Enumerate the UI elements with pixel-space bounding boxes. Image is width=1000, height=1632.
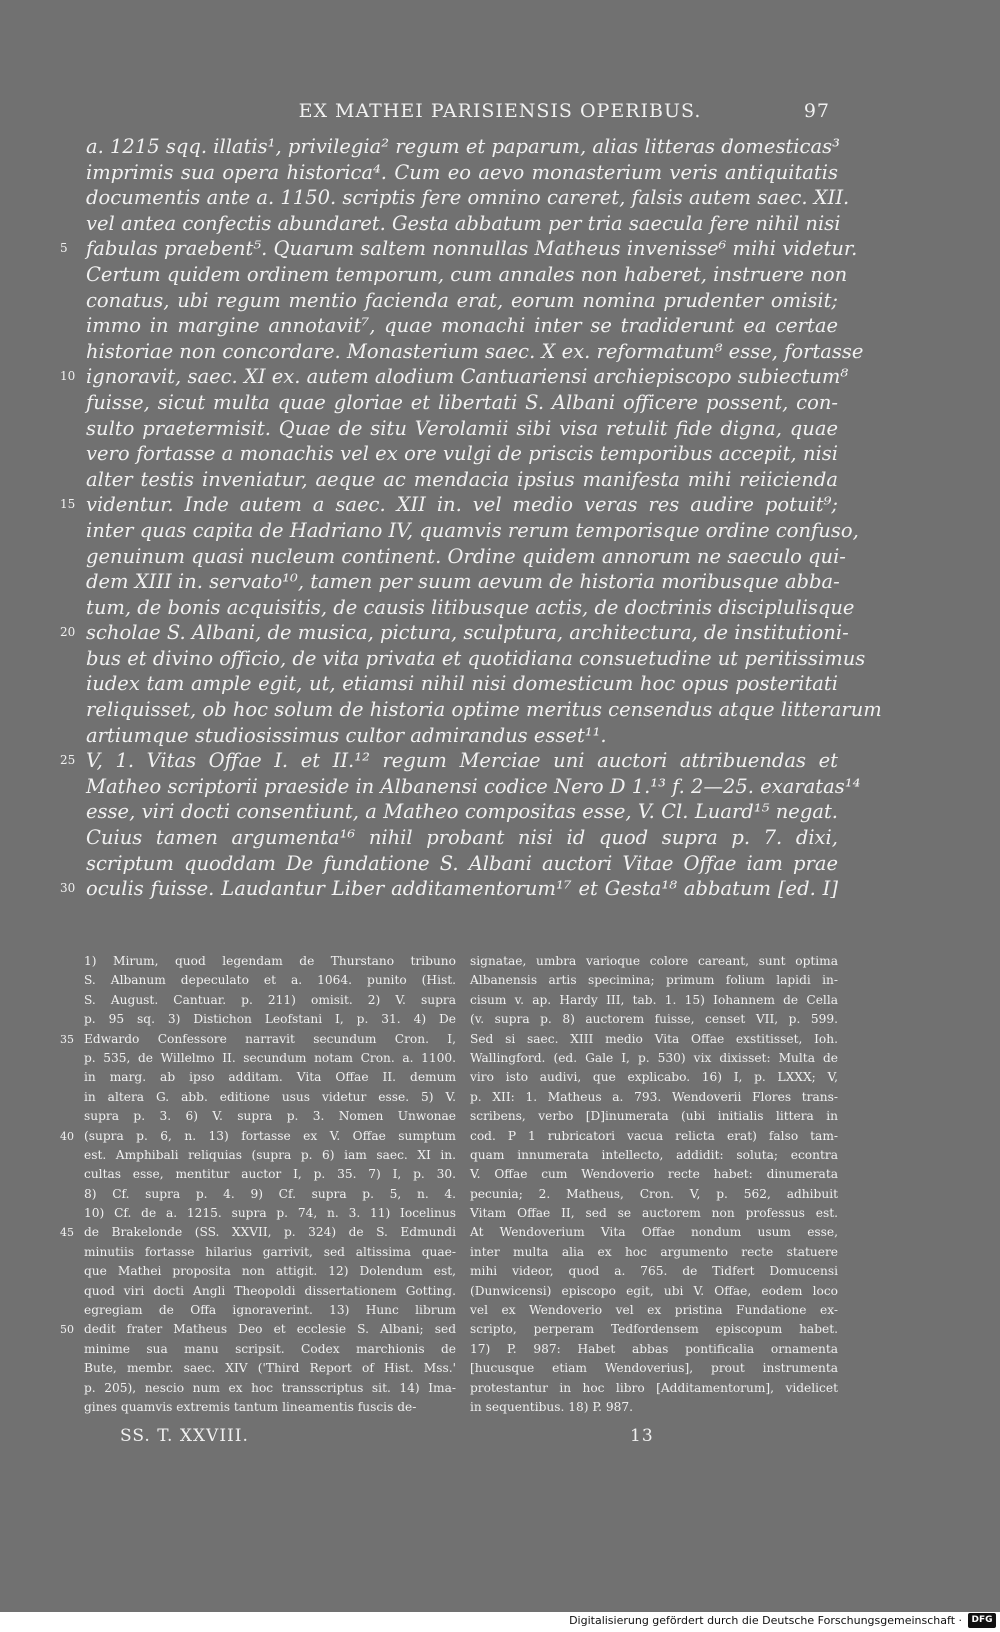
line-number: 35 xyxy=(60,1032,74,1046)
line-text: quod viri docti Angli Theopoldi dissertationem Gotting. xyxy=(84,1283,456,1298)
line-text: 1) Mirum, quod legendam de Thurstano tribuno xyxy=(84,954,456,968)
footnote-line xyxy=(470,1320,838,1339)
line-text: vel antea confectis abundaret. Gesta abbatum per tria saecula fere nihil nisi xyxy=(86,211,841,235)
text-line xyxy=(60,364,849,390)
text-line xyxy=(86,774,861,800)
line-text: scholae S. Albani, de musica, pictura, sculptura, architectura, de institutioni- xyxy=(86,621,849,645)
text-line xyxy=(86,288,838,314)
line-text: Edwardo Confessore narravit secundum Cron. I, xyxy=(84,1031,456,1046)
line-text: iudex tam ample egit, ut, etiamsi nihil nisi domesticum hoc opus posteritati xyxy=(86,672,838,696)
footnote-line xyxy=(84,1262,456,1281)
line-text: fabulas praebent⁵. Quarum saltem nonnullas Matheus invenisse⁶ mihi videtur. xyxy=(86,237,858,261)
line-text: est. Amphibali reliquias (supra p. 6) iam saec. XI in. xyxy=(84,1147,456,1162)
line-text: dem XIII in. servato¹⁰, tamen per suum aevum de historia moribusque abba- xyxy=(86,570,840,594)
line-text: sulto praetermisit. Quae de situ Verolamii sibi visa retulit fide digna, quae xyxy=(86,416,838,440)
footnotes-right-column xyxy=(470,952,838,1417)
line-text: Sed si saec. XIII medio Vita Offae exstitisset, Ioh. xyxy=(470,1031,838,1046)
line-number: 10 xyxy=(60,369,76,384)
footnote-line xyxy=(60,1223,456,1242)
footnote-line xyxy=(470,1301,838,1320)
text-line xyxy=(86,569,838,595)
line-text: Wallingford. (ed. Gale I, p. 530) vix dixisset: Multa de xyxy=(470,1050,838,1065)
line-text: mihi videor, quod a. 765. de Tidfert Domucensi xyxy=(470,1264,838,1279)
footnote-line xyxy=(84,1165,456,1184)
line-text: que Mathei proposita non attigit. 12) Dolendum est, xyxy=(84,1264,456,1279)
line-text: cod. P 1 rubricatori vacua relicta erat) falso tam- xyxy=(470,1128,838,1143)
line-text: Cuius tamen argumenta¹⁶ nihil probant nisi id quod supra p. 7. dixi, xyxy=(86,826,838,850)
dfg-logo-icon: DFG xyxy=(968,1613,996,1628)
line-text: pecunia; 2. Matheus, Cron. V, p. 562, adhibuit xyxy=(470,1186,838,1201)
footnote-line xyxy=(470,1068,838,1087)
text-line xyxy=(86,825,838,851)
digitization-footer xyxy=(0,1612,1000,1632)
main-text-block xyxy=(60,134,882,902)
text-line xyxy=(86,441,838,467)
line-text: protestantur in hoc libro [Additamentorum], videlicet xyxy=(470,1380,838,1395)
text-line xyxy=(86,671,838,697)
line-text: 8) Cf. supra p. 4. 9) Cf. supra p. 5, n. 4. xyxy=(84,1186,456,1201)
footnote-line xyxy=(84,1068,456,1087)
footnote-line xyxy=(84,1398,456,1417)
line-text: oculis fuisse. Laudantur Liber additamentorum¹⁷ et Gesta¹⁸ abbatum [ed. I] xyxy=(86,877,838,901)
text-line xyxy=(86,467,838,493)
text-line xyxy=(86,595,855,621)
footnote-line xyxy=(60,1320,456,1339)
text-line xyxy=(60,236,858,262)
line-text: inter multa alia ex hoc argumento recte statuere xyxy=(470,1244,838,1259)
line-text: immo in margine annotavit⁷, quae monachi inter se tradiderunt ea certae xyxy=(86,314,838,338)
footnote-line xyxy=(84,1088,456,1107)
footnote-line xyxy=(84,1379,456,1398)
text-line xyxy=(60,748,838,774)
footnote-line xyxy=(470,1146,838,1165)
footnote-line xyxy=(470,1204,838,1223)
text-line xyxy=(86,416,838,442)
gathering-signature: 13 xyxy=(630,1426,654,1446)
footnote-line xyxy=(470,1107,838,1126)
line-text: Bute, membr. saec. XIV ('Third Report of Hist. Mss.' xyxy=(84,1361,456,1376)
footnote-line xyxy=(84,1204,456,1223)
line-text: vero fortasse a monachis vel ex ore vulgi de priscis temporibus accepit, nisi xyxy=(86,442,838,466)
footnote-line xyxy=(470,1223,838,1242)
line-text: scriptum quoddam De fundatione S. Albani auctori Vitae Offae iam prae xyxy=(86,851,838,875)
line-text: p. XII: 1. Matheus a. 793. Wendoverii Flores trans- xyxy=(470,1089,838,1104)
footnote-line xyxy=(84,1185,456,1204)
line-text: fuisse, sicut multa quae gloriae et libertati S. Albani officere possent, con- xyxy=(86,390,838,414)
line-text: S. Albanum depeculato et a. 1064. punito (Hist. xyxy=(84,973,456,988)
line-text: dedit frater Matheus Deo et ecclesie S. Albani; sed xyxy=(84,1322,456,1337)
footnote-line xyxy=(84,1359,456,1378)
text-line xyxy=(86,799,838,825)
line-text: quam innumerata intellecto, addidit: soluta; econtra xyxy=(470,1147,838,1162)
line-text: cisum v. ap. Hardy III, tab. 1. 15) Iohannem de Cella xyxy=(470,992,838,1007)
text-line xyxy=(86,851,838,877)
line-number: 25 xyxy=(60,753,76,768)
footnote-line xyxy=(470,1359,838,1378)
line-number: 15 xyxy=(60,497,76,512)
line-text: p. 95 sq. 3) Distichon Leofstani I, p. 31. 4) De xyxy=(84,1012,456,1027)
text-line xyxy=(86,211,841,237)
line-number: 45 xyxy=(60,1226,74,1240)
line-text: in sequentibus. 18) P. 987. xyxy=(470,1399,633,1414)
footnote-line xyxy=(470,1030,838,1049)
text-line xyxy=(86,390,838,416)
line-text: historiae non concordare. Monasterium saec. X ex. reformatum⁸ esse, fortasse xyxy=(86,339,864,363)
volume-signature: SS. T. XXVIII. xyxy=(120,1426,249,1446)
line-text: minutiis fortasse hilarius garrivit, sed altissima quae- xyxy=(84,1244,456,1259)
line-text: in marg. ab ipso additam. Vita Offae II. demum xyxy=(84,1070,456,1085)
line-text: p. 535, de Willelmo II. secundum notam Cron. a. 1100. xyxy=(84,1050,456,1065)
line-text: artiumque studiosissimus cultor admirandus esset¹¹. xyxy=(86,723,607,747)
text-line xyxy=(86,697,882,723)
line-text: a. 1215 sqq. illatis¹, privilegia² regum et paparum, alias litteras domesticas³ xyxy=(86,135,840,158)
line-text: alter testis inveniatur, aeque ac mendacia ipsius manifesta mihi reiicienda xyxy=(86,467,838,491)
line-text: p. 205), nescio num ex hoc transscriptus sit. 14) Ima- xyxy=(84,1380,456,1395)
line-text: ignoravit, saec. XI ex. autem alodium Cantuariensi archiepiscopo subiectum⁸ xyxy=(86,365,849,389)
line-text: Vitam Offae II, sed se auctorem non professus est. xyxy=(470,1206,838,1221)
footnote-line xyxy=(470,1127,838,1146)
line-number: 50 xyxy=(60,1323,74,1337)
text-line xyxy=(86,723,838,749)
text-line xyxy=(86,185,850,211)
line-number: 20 xyxy=(60,625,76,640)
line-text: genuinum quasi nucleum continent. Ordine quidem annorum ne saeculo qui- xyxy=(86,544,846,568)
line-number: 40 xyxy=(60,1129,74,1143)
line-text: V. Offae cum Wendoverio recte habet: dinumerata xyxy=(470,1167,838,1182)
text-line xyxy=(86,134,838,160)
line-text: Certum quidem ordinem temporum, cum annales non haberet, instruere non xyxy=(86,262,848,286)
footnote-line xyxy=(84,1301,456,1320)
footnote-line xyxy=(470,1165,838,1184)
footnote-line xyxy=(84,1049,456,1068)
text-line xyxy=(86,262,848,288)
line-text: At Wendoverium Vita Offae nondum usum esse, xyxy=(470,1225,838,1240)
line-text: de Brakelonde (SS. XXVII, p. 324) de S. Edmundi xyxy=(84,1225,456,1240)
footnote-line xyxy=(470,1282,838,1301)
line-text: minime sua manu scripsit. Codex marchionis de xyxy=(84,1341,456,1356)
line-text: signatae, umbra varioque colore careant, sunt optima xyxy=(470,954,838,968)
text-line xyxy=(86,313,838,339)
line-text: bus et divino officio, de vita privata et quotidiana consuetudine ut peritissimus xyxy=(86,646,866,670)
footnote-line xyxy=(60,1030,456,1049)
footnote-line xyxy=(60,1127,456,1146)
page-number: 97 xyxy=(803,100,830,122)
text-line xyxy=(60,492,838,518)
line-text: inter quas capita de Hadriano IV, quamvis rerum temporisque ordine confuso, xyxy=(86,518,859,542)
line-text: 10) Cf. de a. 1215. supra p. 74, n. 3. 11) Iocelinus xyxy=(84,1206,456,1221)
line-text: gines quamvis extremis tantum lineamentis fuscis de- xyxy=(84,1399,417,1414)
line-text: tum, de bonis acquisitis, de causis litibusque actis, de doctrinis disciplulisque xyxy=(86,595,855,619)
footnote-line xyxy=(470,1185,838,1204)
footnote-line xyxy=(470,1088,838,1107)
line-number: 30 xyxy=(60,881,76,896)
footnote-line xyxy=(84,1243,456,1262)
footnote-line xyxy=(470,1010,838,1029)
line-text: supra p. 3. 6) V. supra p. 3. Nomen Unwonae xyxy=(84,1109,456,1124)
line-text: (v. supra p. 8) auctorem fuisse, censet VII, p. 599. xyxy=(470,1012,838,1027)
footnote-line xyxy=(470,1379,838,1398)
line-text: reliquisset, ob hoc solum de historia optime meritus censendus atque litterarum xyxy=(86,698,882,722)
line-text: cultas esse, mentitur auctor I, p. 35. 7) I, p. 30. xyxy=(84,1167,456,1182)
footnote-line xyxy=(84,1010,456,1029)
line-text: Albanensis artis specimina; primum folium lapidi in- xyxy=(470,973,838,988)
text-line xyxy=(86,518,859,544)
line-text: (Dunwicensi) episcopo egit, ubi V. Offae, eodem loco xyxy=(470,1283,838,1298)
line-text: 17) P. 987: Habet abbas pontificalia ornamenta xyxy=(470,1341,838,1356)
line-text: vel ex Wendoverio vel ex pristina Fundatione ex- xyxy=(470,1303,838,1318)
line-text: documentis ante a. 1150. scriptis fere omnino careret, falsis autem saec. XII. xyxy=(86,186,850,210)
line-text: esse, viri docti consentiunt, a Matheo compositas esse, V. Cl. Luard¹⁵ negat. xyxy=(86,800,838,824)
line-text: V, 1. Vitas Offae I. et II.¹² regum Merciae uni auctori attribuendas et xyxy=(86,749,838,773)
footnote-line xyxy=(470,952,838,971)
footnote-line xyxy=(84,952,456,971)
text-line xyxy=(86,339,864,365)
footnotes-left-column xyxy=(60,952,456,1417)
running-head-title: EX MATHEI PARISIENSIS OPERIBUS. xyxy=(298,100,702,122)
text-line xyxy=(60,620,849,646)
footnote-line xyxy=(84,971,456,990)
footnote-line xyxy=(470,1049,838,1068)
footer-credit: Digitalisierung gefördert durch die Deutsche Forschungsgemeinschaft · xyxy=(569,1614,962,1627)
line-text: egregiam de Offa ignoraverint. 13) Hunc librum xyxy=(84,1303,456,1318)
footnote-line xyxy=(470,1398,838,1417)
line-text: videntur. Inde autem a saec. XII in. vel medio veras res audire potuit⁹; xyxy=(86,493,838,517)
footnote-line xyxy=(470,971,838,990)
line-text: conatus, ubi regum mentio facienda erat, eorum nomina prudenter omisit; xyxy=(86,288,838,312)
text-line xyxy=(60,876,838,902)
text-line xyxy=(86,544,846,570)
footnote-line xyxy=(84,1340,456,1359)
footnote-line xyxy=(84,991,456,1010)
footnote-line xyxy=(84,1282,456,1301)
footnote-line xyxy=(84,1146,456,1165)
line-text: viro isto audivi, que explicabo. 16) I, p. LXXX; V, xyxy=(470,1070,838,1085)
footnote-line xyxy=(470,1243,838,1262)
line-number: 5 xyxy=(60,241,68,256)
text-line xyxy=(86,646,866,672)
footnote-line xyxy=(470,1262,838,1281)
line-text: (supra p. 6, n. 13) fortasse ex V. Offae sumptum xyxy=(84,1128,456,1143)
line-text: S. August. Cantuar. p. 211) omisit. 2) V. supra xyxy=(84,992,456,1007)
line-text: [hucusque etiam Wendoverius], prout instrumenta xyxy=(470,1361,838,1376)
footnote-line xyxy=(84,1107,456,1126)
footnote-line xyxy=(470,1340,838,1359)
line-text: scripto, perperam Tedfordensem episcopum habet. xyxy=(470,1322,838,1337)
line-text: Matheo scriptorii praeside in Albanensi codice Nero D 1.¹³ f. 2—25. exaratas¹⁴ xyxy=(86,774,861,798)
line-text: in altera G. abb. editione usus videtur esse. 5) V. xyxy=(84,1089,456,1104)
text-line xyxy=(86,160,838,186)
footnote-line xyxy=(470,991,838,1010)
line-text: scribens, verbo [D]inumerata (ubi initialis littera in xyxy=(470,1109,838,1124)
line-text: imprimis sua opera historica⁴. Cum eo aevo monasterium veris antiquitatis xyxy=(86,160,838,184)
